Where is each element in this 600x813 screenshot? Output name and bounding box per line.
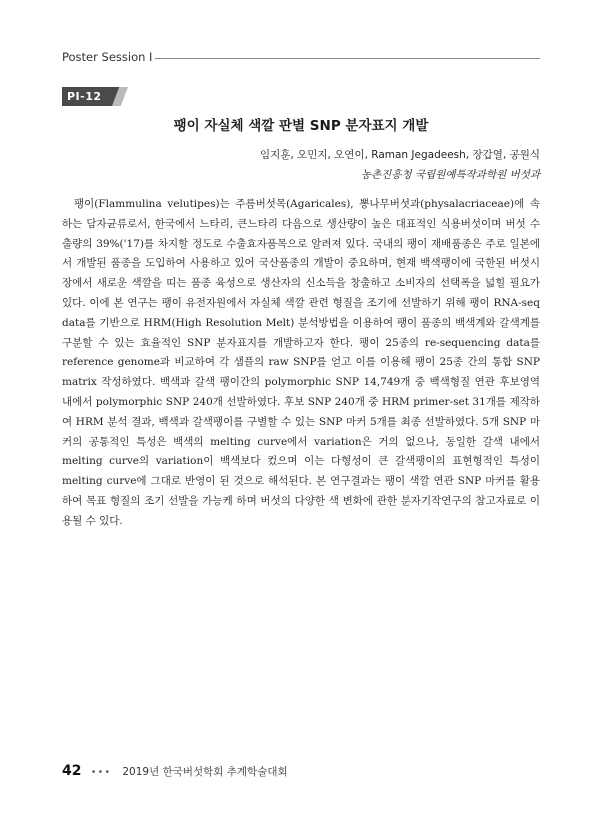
poster-id-badge: PⅠ-12 xyxy=(62,87,120,106)
footer-dots: ••• xyxy=(90,767,112,778)
paper-affiliation: 농촌진흥청 국립원예특작과학원 버섯과 xyxy=(360,169,540,181)
page-number: 42 xyxy=(62,763,82,779)
page-footer xyxy=(62,760,288,779)
abstract-body xyxy=(62,195,540,532)
abstract-paragraph: 팽이(Flammulina velutipes)는 주름버섯목(Agaricales), 뽕나무버섯과(physalacriaceae)에 속하는 담자균류로서, 한국에서 느타리, 큰느타리 다음으로 생산량이 높은 대표적인 식용버섯이며 버섯 수출량의 39%('17)를 차지할 정도로 수출효자품목으로 알려져 있다. 국내의 팽이 재배품종은 주로 일본에서 개발된 품종을 도입하여 사용하고 있어 국산품종의 개발이 중요하며, 현재 백색팽이에 국한된 버섯시장에서 새로운 색깔을 띠는 품종 육성으로 생산자의 신소득을 창출하고 소비자의 선택폭을 넓힐 필요가 있다. 이에 본 연구는 팽이 유전자원에서 자실체 색깔 관련 형질을 조기에 선발하기 위해 팽이 RNA-seq data를 기반으로 HRM(High Resolution Melt) 분석방법을 이용하여 팽이 품종의 백색계와 갈색계를 구분할 수 있는 효율적인 SNP 분자표지를 개발하고자 한다. 팽이 25종의 re-sequencing data를 reference genome과 비교하여 각 샘플의 raw SNP를 얻고 이를 이용해 팽이 25종 간의 통합 SNP matrix 작성하였다. 백색과 갈색 팽이간의 polymorphic SNP 14,749개 중 백색형질 연관 후보영역 내에서 polymorphic SNP 240개 선발하였다. 후보 SNP 240개 중 HRM primer-set 31개를 제작하여 HRM 분석 결과, 백색과 갈색팽이를 구별할 수 있는 SNP 마커 5개를 최종 선발하였다. 5개 SNP 마커의 공통적인 특성은 백색의 melting curve에서 variation은 거의 없으나, 동일한 갈색 내에서 melting curve의 variation이 백색보다 컸으며 이는 다형성이 큰 갈색팽이의 표현형적인 특성이 melting curve에 그대로 반영이 된 것으로 해석된다. 본 연구결과는 팽이 색깔 연관 SNP 마커를 활용하여 목표 형질의 조기 선발을 가능케 하며 버섯의 다양한 색 변화에 관한 분자기작연구의 참고자료로 이용될 수 있다. xyxy=(62,198,540,527)
paper-authors: 임지훈, 오민지, 오연이, Raman Jegadeesh, 장갑열, 공원식 xyxy=(259,149,540,161)
header-rule xyxy=(155,58,540,59)
header-label: Poster Session Ⅰ xyxy=(62,50,153,64)
running-header xyxy=(62,50,540,68)
paper-title: 팽이 자실체 색깔 판별 SNP 분자표지 개발 xyxy=(173,118,429,134)
conference-name: 2019년 한국버섯학회 추계학술대회 xyxy=(122,766,288,778)
